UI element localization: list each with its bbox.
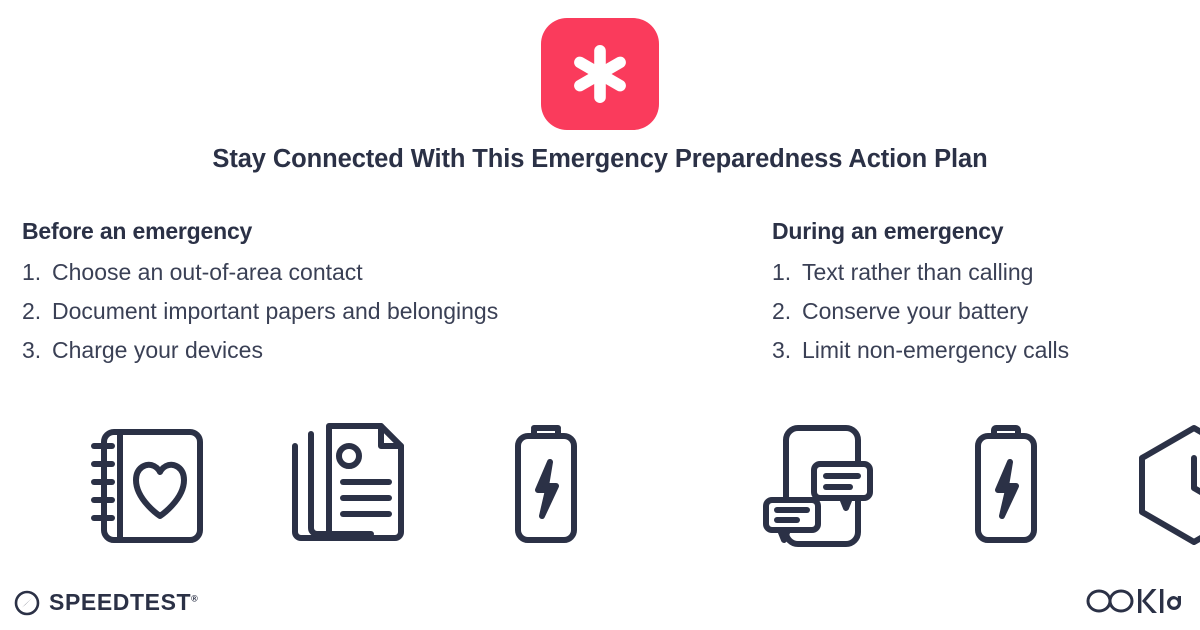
notebook-heart-icon xyxy=(86,420,214,550)
battery-bolt-icon xyxy=(504,420,588,550)
logo-badge-container xyxy=(0,18,1200,130)
list-item-number: 3. xyxy=(22,337,42,364)
list-item-number: 1. xyxy=(772,259,792,285)
list-item xyxy=(772,253,1192,292)
column-during-emergency xyxy=(772,218,1192,370)
icon-row-during xyxy=(748,420,1200,550)
list-item-label: Limit non-emergency calls xyxy=(802,337,1070,364)
list-item-number: 1. xyxy=(22,259,42,285)
list-item-label: Text rather than calling xyxy=(802,259,1034,285)
column-before-emergency xyxy=(22,218,742,370)
icon-row-before xyxy=(80,420,616,550)
asterisk-icon xyxy=(569,43,631,105)
list-item-label: Choose an out-of-area contact xyxy=(52,259,363,285)
icon-cell-phone-message xyxy=(748,420,888,550)
speedtest-gauge-icon xyxy=(14,590,40,616)
documents-stack-icon xyxy=(285,420,411,550)
column-title-during: During an emergency xyxy=(772,218,1004,244)
hexagon-clock-icon xyxy=(1132,420,1200,550)
trademark-symbol: ® xyxy=(191,593,199,604)
speedtest-wordmark-label: SPEEDTEST xyxy=(49,589,192,615)
speedtest-badge xyxy=(541,18,659,130)
battery-bolt-icon xyxy=(964,420,1048,550)
list-item xyxy=(22,292,742,331)
speedtest-wordmark xyxy=(49,589,198,616)
icon-cell-hexagon-clock xyxy=(1124,420,1200,550)
steps-list-before xyxy=(22,253,742,370)
icon-cell-battery-before xyxy=(476,420,616,550)
list-item-number: 3. xyxy=(772,337,792,364)
list-item-label: Document important papers and belongings xyxy=(52,298,499,325)
list-item xyxy=(772,292,1192,331)
page-title: Stay Connected With This Emergency Preparedness Action Plan xyxy=(212,145,988,173)
icon-cell-battery-during xyxy=(936,420,1076,550)
list-item-label: Charge your devices xyxy=(52,337,263,364)
speedtest-footer-logo xyxy=(14,589,198,616)
ookla-footer-logo xyxy=(1086,588,1182,614)
list-item-number: 2. xyxy=(772,298,792,325)
list-item xyxy=(772,331,1192,370)
list-item-label: Conserve your battery xyxy=(802,298,1029,325)
list-item xyxy=(22,253,742,292)
icon-cell-notebook xyxy=(80,420,220,550)
list-item-number: 2. xyxy=(22,298,42,325)
column-title-before: Before an emergency xyxy=(22,218,253,244)
list-item xyxy=(22,331,742,370)
steps-list-during xyxy=(772,253,1192,370)
phone-message-icon xyxy=(756,420,880,550)
icon-cell-documents xyxy=(278,420,418,550)
ookla-wordmark-icon xyxy=(1086,588,1182,614)
